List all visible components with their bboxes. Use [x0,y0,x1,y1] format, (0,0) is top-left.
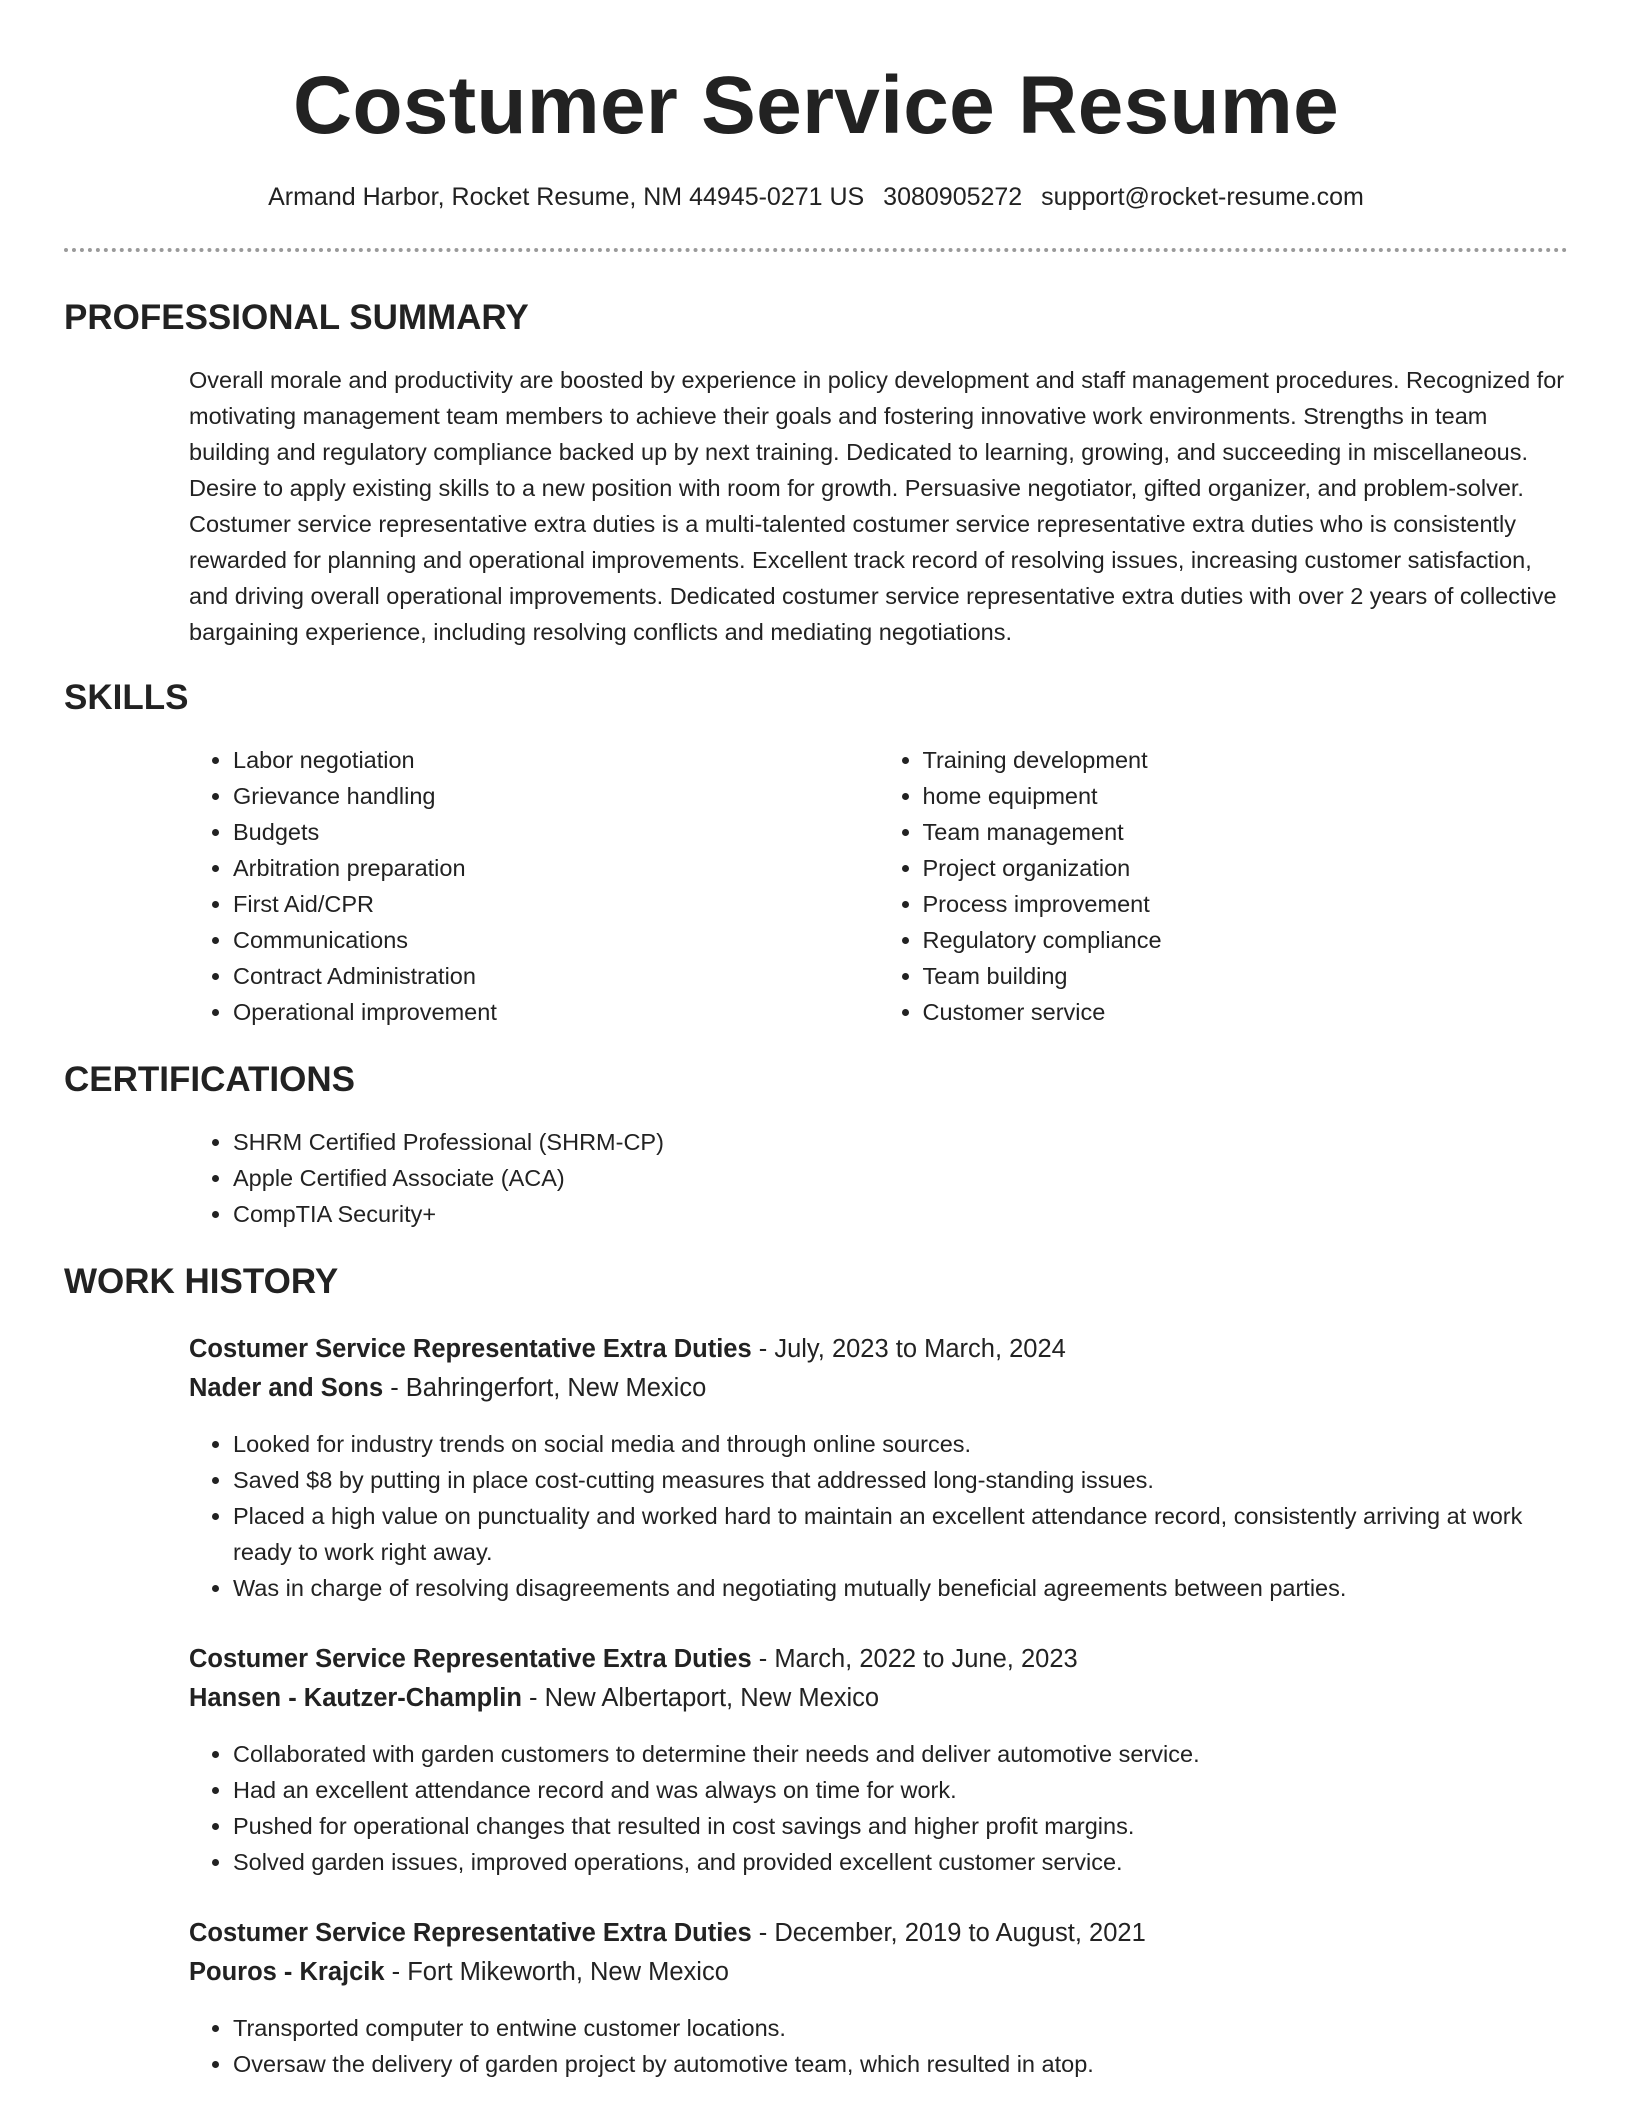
header-divider [64,248,1568,252]
job-location: - Fort Mikeworth, New Mexico [384,1958,729,1986]
duty-item: • Transported computer to entwine customer locations. [233,2010,1568,2046]
resume-title: Costumer Service Resume [292,60,1340,151]
job-duties-list [189,2010,1568,2082]
job-entry [64,1914,1568,2082]
duty-item: • Was in charge of resolving disagreements and negotiating mutually beneficial agreements between parties. [233,1570,1568,1606]
duty-item: • Saved $8 by putting in place cost-cutting measures that addressed long-standing issues. [233,1462,1568,1498]
job-company: Hansen - Kautzer-Champlin [189,1684,522,1712]
job-location: - New Albertaport, New Mexico [521,1684,880,1712]
skill-item: • Budgets [233,814,879,850]
job-title: Costumer Service Representative Extra Duties [189,1919,752,1947]
duty-item: • Looked for industry trends on social media and through online sources. [233,1426,1568,1462]
job-location: - Bahringerfort, New Mexico [383,1374,707,1402]
skill-item: • Project organization [923,850,1569,886]
skill-item: • First Aid/CPR [233,886,879,922]
contact-info [64,180,1568,214]
work-history-section [64,1260,1568,2082]
skill-item: • Customer service [923,994,1569,1030]
certification-item: • Apple Certified Associate (ACA) [233,1160,1568,1196]
skill-item: • Operational improvement [233,994,879,1030]
summary-heading: PROFESSIONAL SUMMARY [64,298,529,337]
job-title: Costumer Service Representative Extra Duties [189,1335,752,1363]
job-duties-list [189,1736,1568,1880]
duty-item: • Placed a high value on punctuality and worked hard to maintain an excellent attendance record, consistently arriving at work ready to work right away. [233,1498,1568,1570]
certification-item: • SHRM Certified Professional (SHRM-CP) [233,1124,1568,1160]
duty-item: • Collaborated with garden customers to determine their needs and deliver automotive service. [233,1736,1568,1772]
duty-item: • Pushed for operational changes that resulted in cost savings and higher profit margins. [233,1808,1568,1844]
job-title-line [189,1640,1568,1679]
job-title-line [189,1330,1568,1369]
job-dates: - December, 2019 to August, 2021 [751,1919,1146,1947]
skill-item: • Training development [923,742,1569,778]
duty-item: • Solved garden issues, improved operations, and provided excellent customer service. [233,1844,1568,1880]
summary-section [64,296,1568,650]
summary-text: Overall morale and productivity are boosted by experience in policy development and staff management procedures. Recognized for motivating management team members to achieve their goals and fostering innovative work environments. Strengths in team building and regulatory compliance backed up by next training. Dedicated to learning, growing, and succeeding in miscellaneous. Desire to apply existing skills to a new position with room for growth. Persuasive negotiator, gifted organizer, and problem-solver. Costumer service representative extra duties is a multi-talented costumer service representative extra duties who is consistently rewarded for planning and operational improvements. Excellent track record of resolving issues, increasing customer satisfaction, and driving overall operational improvements. Dedicated costumer service representative extra duties with over 2 years of collective bargaining experience, including resolving conflicts and mediating negotiations. [189,367,1565,645]
certifications-heading: CERTIFICATIONS [64,1060,356,1099]
job-title: Costumer Service Representative Extra Duties [189,1645,752,1673]
job-entry [64,1330,1568,1606]
job-company: Nader and Sons [189,1374,384,1402]
certification-item: • CompTIA Security+ [233,1196,1568,1232]
job-dates: - March, 2022 to June, 2023 [751,1645,1078,1673]
skills-section [64,676,1568,1030]
work-history-heading: WORK HISTORY [64,1262,339,1301]
skills-heading: SKILLS [64,678,189,717]
skill-item: • Process improvement [923,886,1569,922]
skills-right-list [879,742,1569,1030]
skill-item: • Regulatory compliance [923,922,1569,958]
skill-item: • Team management [923,814,1569,850]
duty-item: • Had an excellent attendance record and was always on time for work. [233,1772,1568,1808]
job-company: Pouros - Krajcik [189,1958,385,1986]
duty-item: • Oversaw the delivery of garden project by automotive team, which resulted in atop. [233,2046,1568,2082]
skill-item: • Contract Administration [233,958,879,994]
skill-item: • home equipment [923,778,1569,814]
job-title-line [189,1914,1568,1953]
job-entry [64,1640,1568,1880]
contact-email: support@rocket-resume.com [1041,183,1364,211]
job-company-line [189,1369,1568,1408]
skill-item: • Labor negotiation [233,742,879,778]
skill-item: • Team building [923,958,1569,994]
skills-columns [64,742,1568,1030]
skill-item: • Communications [233,922,879,958]
skill-item: • Grievance handling [233,778,879,814]
contact-address: Armand Harbor, Rocket Resume, NM 44945-0271 US [268,183,865,211]
job-company-line [189,1953,1568,1992]
job-duties-list [189,1426,1568,1606]
certifications-list [64,1124,1568,1232]
certifications-section [64,1058,1568,1232]
skill-item: • Arbitration preparation [233,850,879,886]
job-dates: - July, 2023 to March, 2024 [751,1335,1066,1363]
job-company-line [189,1679,1568,1718]
contact-phone: 3080905272 [883,183,1023,211]
skills-left-list [189,742,879,1030]
